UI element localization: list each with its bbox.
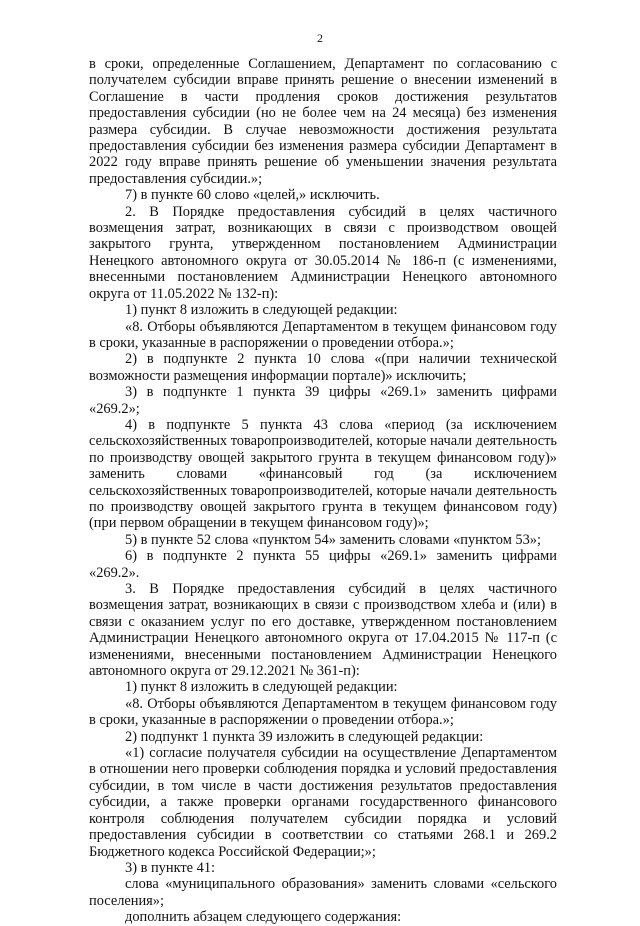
page-number: 2: [317, 31, 323, 45]
document-body: [89, 56, 557, 926]
paragraph-section-3: 3. В Порядке предоставления субсидий в целях частичного возмещения затрат, возникающих в связи с производством хлеба и (или) в связи с оказанием услуг по его доставке, утвержденном постановлением Администрации Ненецкого автономного округа от 17.04.2015 № 117-п (с изменениями, внесенными постановлением Администрации Ненецкого автономного округа от 29.12.2021 № 361-п):: [89, 581, 557, 680]
paragraph-section-2: 2. В Порядке предоставления субсидий в целях частичного возмещения затрат, возникающих в связи с производством овощей закрытого грунта, утвержденном постановлением Администрации Ненецкого автономного округа от 30.05.2014 № 186-п (с изменениями, внесенными постановлением Администрации Ненецкого автономного округа от 11.05.2022 № 132-п):: [89, 203, 557, 302]
paragraph-s3-words-replace: слова «муниципального образования» заменить словами «сельского поселения»;: [89, 876, 557, 909]
paragraph-s2-item-5: 5) в пункте 52 слова «пунктом 54» заменить словами «пунктом 53»;: [125, 531, 541, 548]
paragraph-s2-item-3: 3) в подпункте 1 пункта 39 цифры «269.1» заменить цифрами «269.2»;: [89, 384, 557, 417]
paragraph-s2-quote-8: «8. Отборы объявляются Департаментом в текущем финансовом году в сроки, указанные в распоряжении о проведении отбора.»;: [89, 318, 557, 351]
paragraph-s3-quote-8: «8. Отборы объявляются Департаментом в текущем финансовом году в сроки, указанные в распоряжении о проведении отбора.»;: [89, 695, 557, 729]
paragraph-s3-item-3: 3) в пункте 41:: [125, 859, 216, 876]
paragraph-s3-item-2: 2) подпункт 1 пункта 39 изложить в следующей редакции:: [125, 728, 484, 745]
paragraph-continuation: в сроки, определенные Соглашением, Департамент по согласованию с получателем субсидии вправе принять решение о внесении изменений в Соглашение в части продления сроков достижения результатов предоставления субсидии (но не более чем на 24 месяца) без изменения размера субсидии. В случае невозможности достижения результата предоставления субсидии без изменения размера субсидии Департамент в 2022 году вправе принять решение об уменьшении значения результата предоставления субсидии.»;: [89, 56, 557, 187]
paragraph-s2-item-6: 6) в подпункте 2 пункта 55 цифры «269.1» заменить цифрами «269.2».: [89, 548, 557, 581]
paragraph-item-7: 7) в пункте 60 слово «целей,» исключить.: [125, 187, 380, 204]
paragraph-s3-quote-1: «1) согласие получателя субсидии на осуществление Департаментом в отношении него проверки соблюдения порядка и условий предоставления субсидии, в том числе в части достижения результатов предоставления субсидии, а также проверки органами государственного финансового контроля соблюдения получателем субсидии порядка и условий предоставления субсидии в соответствии со статьями 268.1 и 269.2 Бюджетного кодекса Российской Федерации;»;: [89, 745, 557, 860]
paragraph-s3-add-clause: дополнить абзацем следующего содержания:: [125, 909, 402, 926]
paragraph-s3-item-1: 1) пункт 8 изложить в следующей редакции:: [125, 679, 398, 696]
paragraph-s2-item-4: 4) в подпункте 5 пункта 43 слова «период (за исключением сельскохозяйственных товаропроизводителей, которые начали деятельность по производству овощей закрытого грунта в текущем финансовом году)» заменить словами «финансовый год (за исключением сельскохозяйственных товаропроизводителей, которые начали деятельность по производству овощей закрытого грунта в текущем финансовом году) (при первом обращении в текущем финансовом году)»;: [89, 416, 557, 532]
paragraph-s2-item-1: 1) пункт 8 изложить в следующей редакции:: [125, 302, 398, 319]
paragraph-s2-item-2: 2) в подпункте 2 пункта 10 слова «(при наличии технической возможности размещения информации портале)» исключить;: [89, 351, 557, 384]
